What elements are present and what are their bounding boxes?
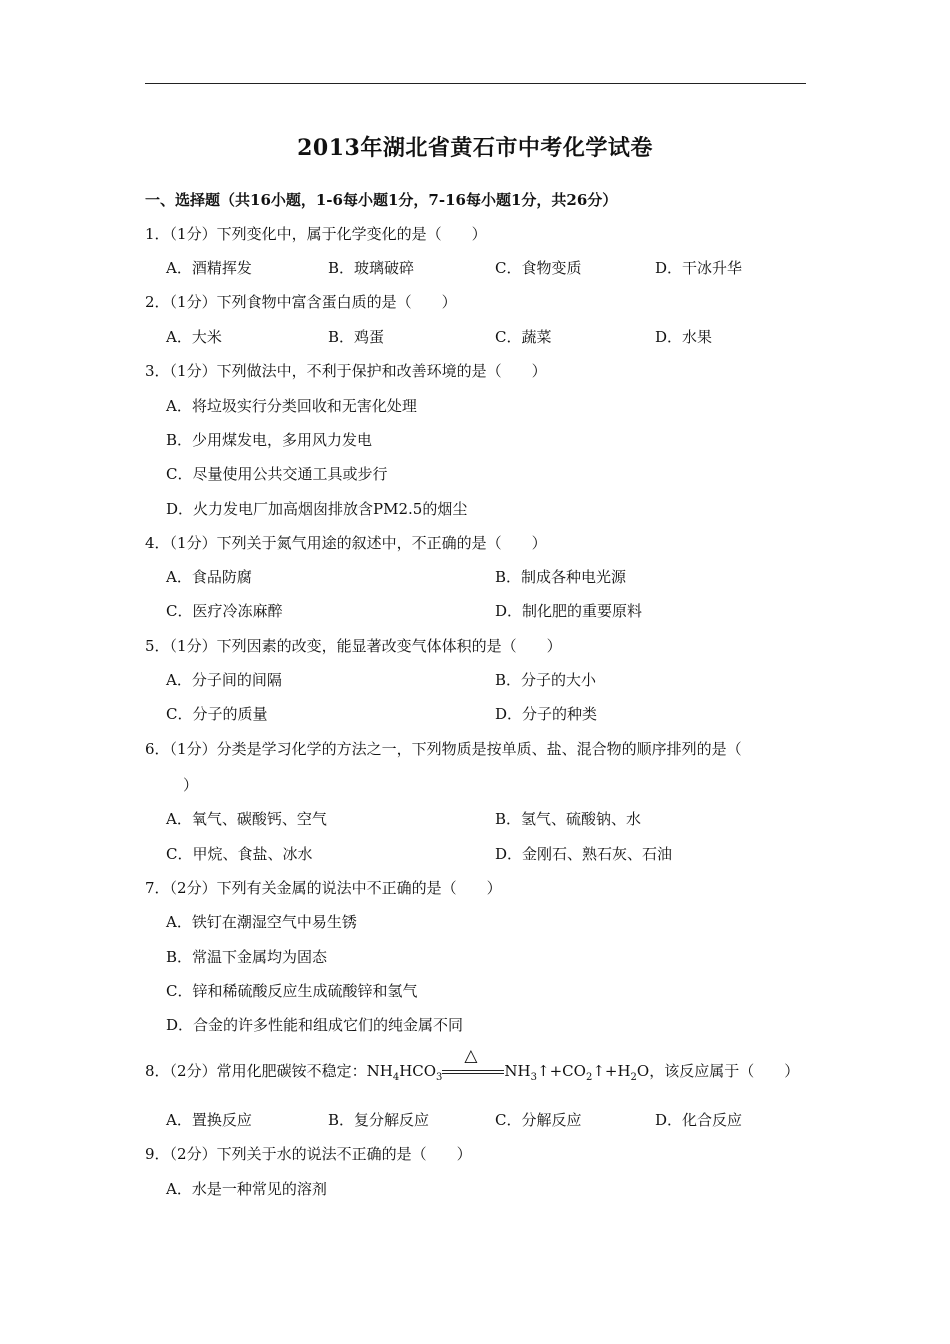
question-6-stem: 6．（1分）分类是学习化学的方法之一，下列物质是按单质、盐、混合物的顺序排列的是（ <box>145 740 742 758</box>
question-7-option-b: B．常温下金属均为固态 <box>166 948 328 966</box>
equation-reactant: NH <box>366 1062 393 1080</box>
question-3-option-d: D．火力发电厂加高烟囱排放含PM2.5的烟尘 <box>166 500 468 518</box>
question-4-option-b: B．制成各种电光源 <box>495 568 627 586</box>
question-7-option-c: C．锌和稀硫酸反应生成硫酸锌和氢气 <box>166 982 418 1000</box>
question-8-stem-prefix: 8．（2分）常用化肥碳铵不稳定： <box>145 1062 367 1080</box>
question-7-option-d: D．合金的许多性能和组成它们的纯金属不同 <box>166 1016 464 1034</box>
question-6-option-b: B．氢气、硫酸钠、水 <box>495 810 642 828</box>
question-1-option-c: C．食物变质 <box>495 259 582 277</box>
question-4-stem: 4．（1分）下列关于氮气用途的叙述中，不正确的是（ ） <box>145 534 547 552</box>
question-2-option-b: B．鸡蛋 <box>328 328 385 346</box>
equation-sub: 2 <box>585 1072 593 1083</box>
question-9-option-a: A．水是一种常见的溶剂 <box>166 1180 327 1198</box>
question-3-option-c: C．尽量使用公共交通工具或步行 <box>166 465 388 483</box>
question-5-option-c: C．分子的质量 <box>166 705 268 723</box>
question-5-option-d: D．分子的种类 <box>495 705 598 723</box>
equation-product-tail: ↑+CO <box>537 1062 586 1080</box>
equation-sub: 3 <box>530 1072 538 1083</box>
question-8-option-c: C．分解反应 <box>495 1111 582 1129</box>
question-8-stem <box>145 1046 800 1089</box>
question-2-option-d: D．水果 <box>655 328 713 346</box>
question-4-option-a: A．食品防腐 <box>166 568 252 586</box>
question-1-option-a: A．酒精挥发 <box>166 259 252 277</box>
question-6-option-d: D．金刚石、熟石灰、石油 <box>495 845 673 863</box>
question-8-option-a: A．置换反应 <box>166 1111 252 1129</box>
question-2-stem: 2．（1分）下列食物中富含蛋白质的是（ ） <box>145 293 457 311</box>
question-4-option-d: D．制化肥的重要原料 <box>495 602 643 620</box>
question-5-stem: 5．（1分）下列因素的改变，能显著改变气体体积的是（ ） <box>145 637 562 655</box>
equation-sub: 3 <box>436 1072 443 1083</box>
question-3-stem: 3．（1分）下列做法中，不利于保护和改善环境的是（ ） <box>145 362 547 380</box>
question-6-option-a: A．氧气、碳酸钙、空气 <box>166 810 327 828</box>
question-2-option-a: A．大米 <box>166 328 222 346</box>
question-7-option-a: A．铁钉在潮湿空气中易生锈 <box>166 913 357 931</box>
equation-product-tail: O，该反应属于（ ） <box>636 1062 800 1080</box>
question-4-option-c: C．医疗冷冻麻醉 <box>166 602 283 620</box>
equation-product: NH <box>504 1062 531 1080</box>
question-1-stem: 1．（1分）下列变化中，属于化学变化的是（ ） <box>145 225 487 243</box>
equation-sub: 2 <box>630 1072 637 1083</box>
heat-condition-icon: △ <box>464 1046 478 1066</box>
question-3-option-a: A．将垃圾实行分类回收和无害化处理 <box>166 397 417 415</box>
equation-reactant-2: HCO <box>399 1062 437 1080</box>
section-heading: 一、选择题（共16小题，1-6每小题1分，7-16每小题1分，共26分） <box>145 191 618 209</box>
equation-arrow <box>442 1046 504 1083</box>
question-1-option-b: B．玻璃破碎 <box>328 259 415 277</box>
question-3-option-b: B．少用煤发电，多用风力发电 <box>166 431 373 449</box>
question-6-option-c: C．甲烷、食盐、冰水 <box>166 845 313 863</box>
question-2-option-c: C．蔬菜 <box>495 328 552 346</box>
question-7-stem: 7．（2分）下列有关金属的说法中不正确的是（ ） <box>145 879 502 897</box>
question-6-stem-continued: ） <box>183 776 199 794</box>
page-title: 2013年湖北省黄石市中考化学试卷 <box>297 135 653 161</box>
equation-product-tail: ↑+H <box>592 1062 631 1080</box>
question-5-option-a: A．分子间的间隔 <box>166 671 282 689</box>
question-9-stem: 9．（2分）下列关于水的说法不正确的是（ ） <box>145 1145 472 1163</box>
question-8-option-b: B．复分解反应 <box>328 1111 430 1129</box>
question-8-option-d: D．化合反应 <box>655 1111 743 1129</box>
question-1-option-d: D．干冰升华 <box>655 259 743 277</box>
question-5-option-b: B．分子的大小 <box>495 671 597 689</box>
header-rule <box>145 83 806 84</box>
equation-sub: 4 <box>392 1072 400 1083</box>
